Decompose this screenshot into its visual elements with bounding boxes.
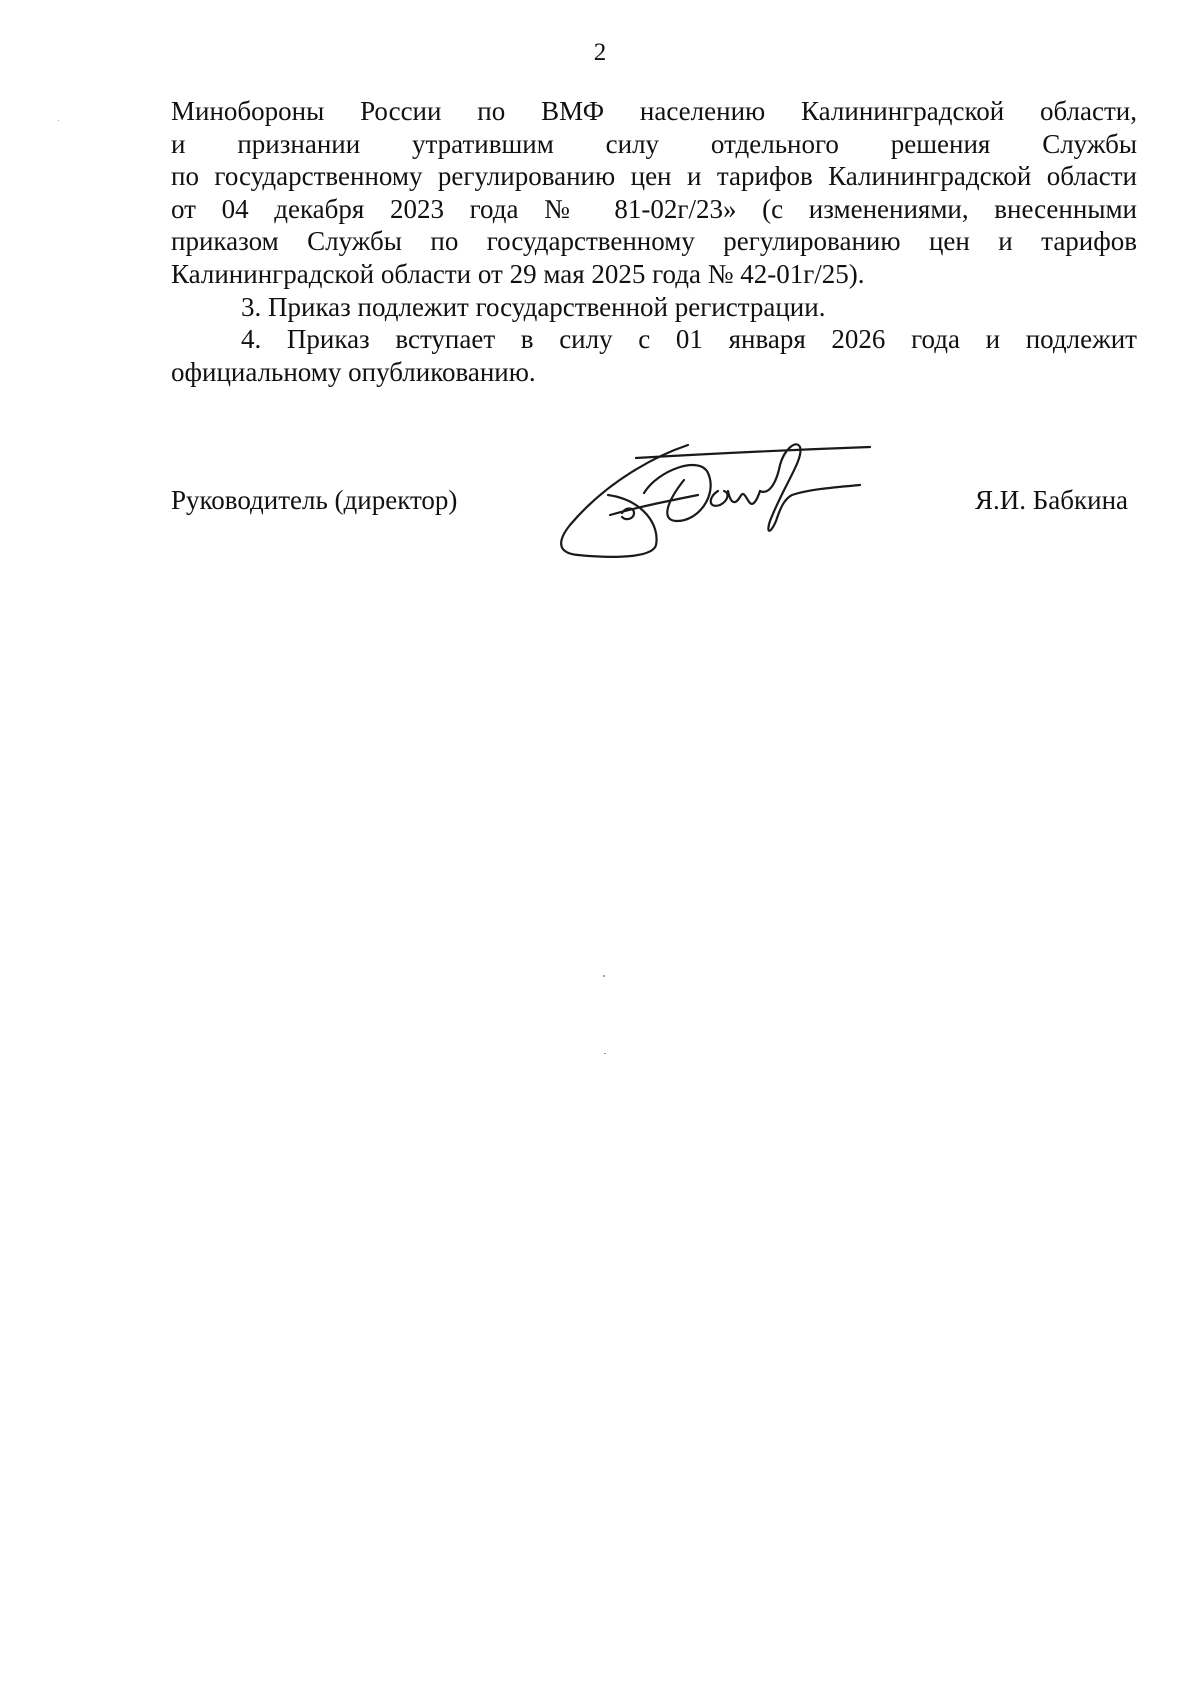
item-4-line-2: официальному опубликованию. — [171, 356, 536, 387]
body-line-2: и признании утратившим силу отдельного решения Службы — [171, 128, 1137, 159]
page-number: 2 — [593, 39, 607, 66]
signatory-title: Руководитель (директор) — [171, 485, 458, 515]
item-4-line-1: 4. Приказ вступает в силу с 01 января 2026 года и подлежит — [241, 324, 1137, 355]
scan-speck — [58, 120, 59, 121]
body-line-1: Минобороны России по ВМФ населению Калининградской области, — [171, 96, 1137, 126]
body-line-5: приказом Службы по государственному регулированию цен и тарифов — [171, 226, 1137, 257]
item-3-text: 3. Приказ подлежит государственной регистрации. — [241, 291, 826, 322]
scan-speck — [604, 1053, 606, 1054]
body-line-4: от 04 декабря 2023 года № 81-02г/23» (с изменениями, внесенными — [171, 193, 1137, 224]
body-line-3: по государственному регулированию цен и тарифов Калининградской области — [171, 161, 1137, 192]
body-line-6: Калининградской области от 29 мая 2025 года № 42-01г/25). — [171, 258, 865, 289]
document-body — [171, 95, 1137, 388]
signatory-name: Я.И. Бабкина — [975, 485, 1128, 515]
handwritten-signature — [548, 425, 888, 565]
scan-speck — [603, 975, 605, 977]
